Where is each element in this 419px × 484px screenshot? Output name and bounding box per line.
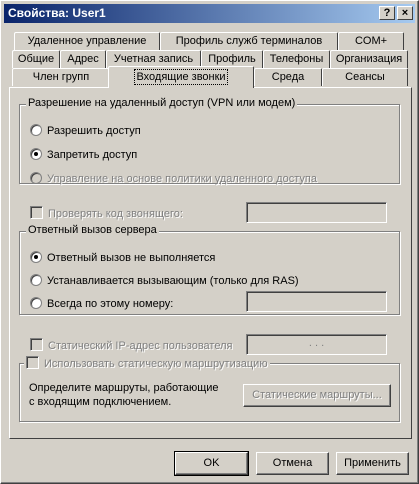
remote-access-group-title: Разрешение на удаленный доступ (VPN или модем) <box>28 97 296 109</box>
checkbox-indicator <box>26 356 39 369</box>
checkbox-indicator <box>30 338 43 351</box>
verify-caller-label: Проверять код звонящего: <box>48 208 183 220</box>
tab-member-of[interactable]: Член групп <box>12 68 110 86</box>
tab-telephones[interactable]: Телефоны <box>263 50 330 68</box>
deny-access-radio[interactable] <box>30 148 137 162</box>
tab-com-plus[interactable]: COM+ <box>338 32 404 50</box>
deny-access-label: Запретить доступ <box>47 149 138 161</box>
allow-access-radio[interactable] <box>30 124 141 138</box>
tab-general[interactable]: Общие <box>12 50 60 68</box>
radio-indicator <box>30 172 42 184</box>
radio-indicator <box>30 274 42 286</box>
tab-account[interactable]: Учетная запись <box>106 50 201 68</box>
tab-terminal-services-profile[interactable]: Профиль служб терминалов <box>160 32 338 50</box>
window-title: Свойства: User1 <box>8 6 106 20</box>
tab-organization[interactable]: Организация <box>330 50 408 68</box>
static-routes-label: Использовать статическую маршрутизацию <box>44 358 268 370</box>
dial-in-panel <box>9 87 412 439</box>
caller-set-radio[interactable] <box>30 274 299 288</box>
radio-indicator <box>30 251 42 263</box>
static-routes-group <box>19 358 400 422</box>
caller-id-field <box>246 202 387 223</box>
tab-dial-in-label: Входящие звонки <box>136 71 226 83</box>
tab-environment[interactable]: Среда <box>254 68 322 86</box>
radio-indicator <box>30 124 42 136</box>
caller-set-label: Устанавливается вызывающим (только для RAS) <box>47 275 299 287</box>
always-callback-radio[interactable] <box>30 297 173 311</box>
close-button[interactable]: × <box>397 6 413 20</box>
policy-control-label: Управление на основе политики удаленного доступа <box>47 173 317 185</box>
static-routes-checkbox <box>24 356 270 370</box>
checkbox-indicator <box>30 206 43 219</box>
tab-address[interactable]: Адрес <box>60 50 106 68</box>
verify-caller-checkbox <box>30 206 183 220</box>
apply-button[interactable]: Применить <box>336 452 409 475</box>
static-routes-button: Статические маршруты... <box>243 384 391 407</box>
no-callback-label: Ответный вызов не выполняется <box>47 252 216 264</box>
callback-group <box>19 224 400 315</box>
always-callback-label: Всегда по этому номеру: <box>47 298 174 310</box>
title-bar[interactable] <box>4 4 415 23</box>
help-button[interactable]: ? <box>379 6 395 20</box>
static-ip-checkbox <box>30 338 232 352</box>
radio-indicator <box>30 297 42 309</box>
callback-group-title: Ответный вызов сервера <box>28 224 157 236</box>
tab-sessions[interactable]: Сеансы <box>322 68 408 86</box>
static-ip-label: Статический IP-адрес пользователя <box>48 340 233 352</box>
tab-remote-control[interactable]: Удаленное управление <box>14 32 160 50</box>
ok-button[interactable]: OK <box>175 452 248 475</box>
tab-profile[interactable]: Профиль <box>201 50 263 68</box>
radio-indicator <box>30 148 42 160</box>
callback-number-field[interactable] <box>246 291 387 312</box>
policy-control-radio <box>30 172 317 186</box>
cancel-button[interactable]: Отмена <box>256 452 329 475</box>
no-callback-radio[interactable] <box>30 251 215 265</box>
static-routes-description: Определите маршруты, работающие с входящим подключением. <box>29 382 219 408</box>
allow-access-label: Разрешить доступ <box>47 125 141 137</box>
tab-dial-in[interactable] <box>108 66 254 88</box>
static-ip-field: . . . <box>246 334 387 355</box>
remote-access-group <box>19 97 400 185</box>
